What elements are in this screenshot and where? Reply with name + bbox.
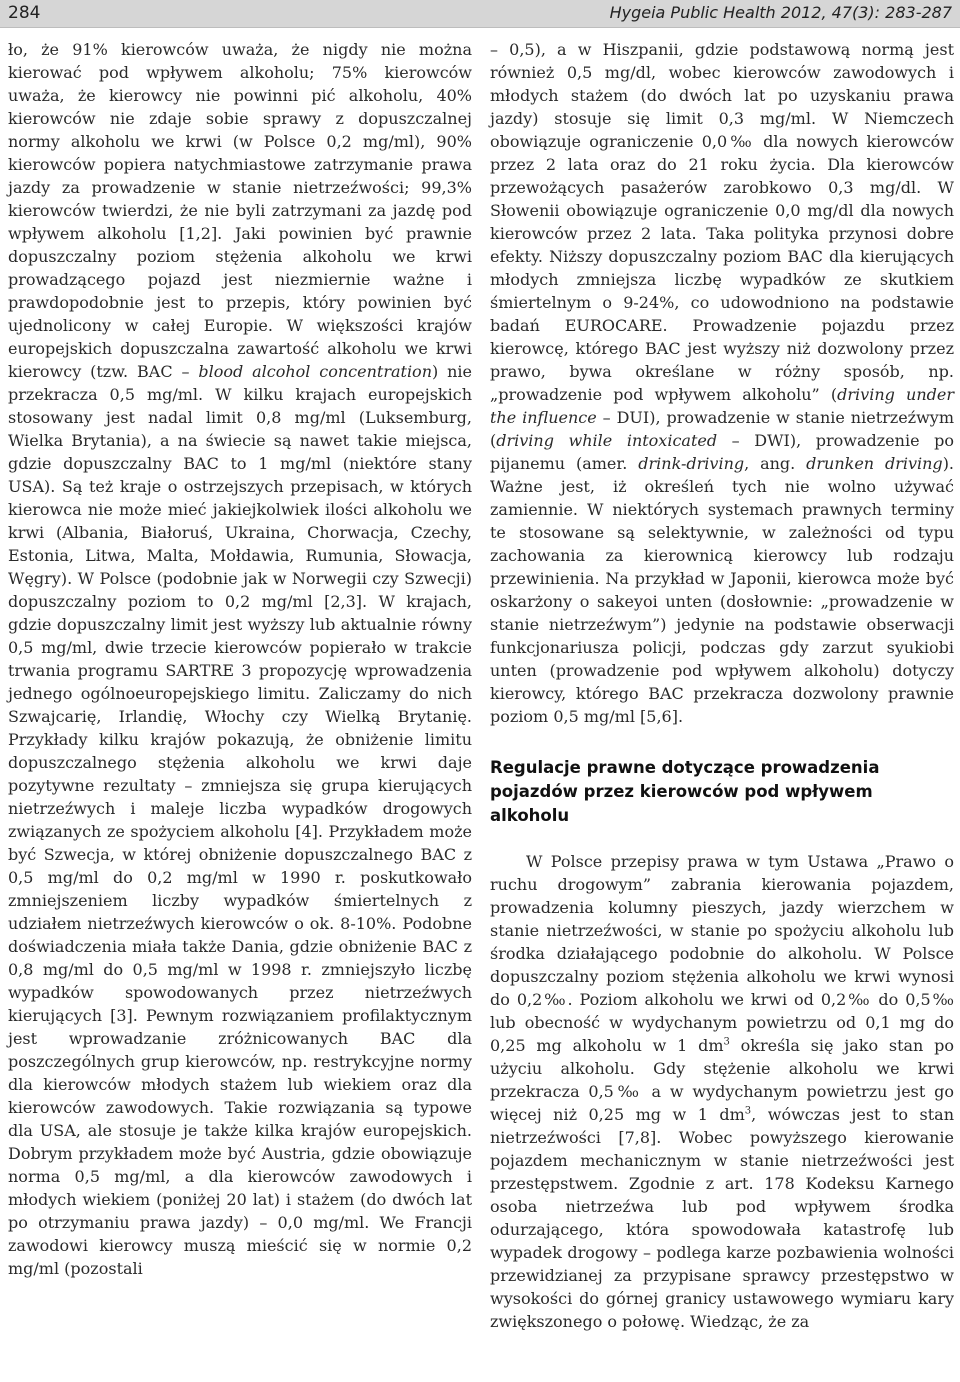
text-run: W Polsce przepisy prawa w tym Ustawa „Prawo o ruchu drogowym” zabrania kierowania pojazdem, prowadzenia kolumny pieszych, jazdy wierzchem w stanie nietrzeźwości, w stanie po spożyciu alkoholu lub środka działającego podobnie do alkoholu. W Polsce dopuszczalny poziom stężenia alkoholu we krwi wynosi do 0,2‰. Poziom alkoholu we krwi od 0,2‰ do 0,5‰ lub obecność w wydychanym powietrzu od 0,1 mg do 0,25 mg alkoholu w 1 dm [490,852,954,1055]
italic-term: drink-driving [638,454,745,473]
right-column [490,38,954,1333]
italic-term: driving while intoxicated [496,431,718,450]
text-run: ło, że 91% kierowców uważa, że nigdy nie można kierować pod wpływem alkoholu; 75% kierowców uważa, że kierowcy nie powinni pić alkoholu, 40% kierowców nie zdaje sobie sprawy z dopuszczalnej normy alkoholu we krwi (w Polsce 0,2 mg/ml), 90% kierowców popiera natychmiastowe zatrzymanie prawa jazdy za prowadzenie w stanie nietrzeźwości; 99,3% kierowców twierdzi, że nie byli zatrzymani za jazdę pod wpływem alkoholu [1,2]. Jaki powinien być prawnie dopuszczalny poziom stężenia alkoholu we krwi prowadzącego pojazd jest niezmiernie ważne i prawdopodobnie jest to przepis, który powinien być ujednolicony w całej Europie. W większości krajów europejskich dopuszczalna zawartość alkoholu we krwi kierowcy (tzw. BAC – [8,40,472,381]
text-run: – DWI), prowadzenie po pijanemu (amer. [490,431,954,473]
superscript: 3 [723,1036,730,1048]
text-run: ) nie przekracza 0,5 mg/ml. W kilku krajach europejskich stosowany jest nadal limit 0,8 mg/ml (Luksemburg, Wielka Brytania), a na świecie są nawet takie miejsca, gdzie dopuszczalny BAC to 1 mg/ml (niektóre stany USA). Są też kraje o ostrzejszych przepisach, w których kierowca nie może mieć jakiejkolwiek ilości alkoholu we krwi (Albania, Białoruś, Ukraina, Chorwacja, Czechy, Estonia, Litwa, Malta, Mołdawia, Rumunia, Słowacja, Węgry). W Polsce (podobnie jak w Norwegii czy Szwecji) dopuszczalny poziom to 0,2 mg/ml [2,3]. W krajach, gdzie dopuszczalny limit jest wyższy lub aktualnie równy 0,5 mg/ml, dwie trzecie kierowców popierało w trakcie trwania programu SARTRE 3 propozycję wprowadzenia jednego ogólnoeuropejskiego limitu. Zaliczamy do nich Szwajcarię, Irlandię, Włochy czy Wielką Brytanię. Przykłady kilku krajów pokazują, że obniżenie limitu dopuszczalnego stężenia alkoholu we krwi daje pozytywne rezultaty – zmniejsza się grupa kierujących nietrzeźwych i maleje liczba wypadków drogowych związanych ze spożyciem alkoholu [4]. Przykładem może być Szwecja, w której obniżenie dopuszczalnego BAC z 0,5 mg/ml do 0,2 mg/ml w 1990 r. poskutkowało zmniejszeniem liczby wypadków śmiertelnych z udziałem nietrzeźwych kierowców o ok. 8-10%. Podobne doświadczenia miała także Dania, gdzie obniżenie BAC z 0,8 mg/ml do 0,5 mg/ml w 1998 r. zmniejszyło liczbę wypadków spowodowanych przez nietrzeźwych kierujących [3]. Pewnym rozwiązaniem profilaktycznym jest wprowadzanie zróżnicowanych BAC dla poszczególnych grup kierowców, np. restrykcyjne normy dla kierowców młodych stażem lub wiekiem oraz dla kierowców zawodowych. Takie rozwiązania są typowe dla USA, ale stosuje je także kilka krajów europejskich. Dobrym przykładem może być Austria, gdzie obowiązuje norma 0,5 mg/ml, a dla kierowców zawodowych i młodych wiekiem (poniżej 20 lat) i stażem (do dwóch lat po otrzymaniu prawa jazdy) – 0,0 mg/ml. We Francji zawodowi kierowcy muszą mieścić się w normie 0,2 mg/ml (pozostali [8,362,473,1278]
running-header [0,0,960,28]
text-run: określa się jako stan po użyciu alkoholu. Gdy stężenie alkoholu we krwi przekracza 0,5‰ a w wydychanym powietrzu jest go więcej niż 0,25 mg w 1 dm [490,1036,954,1124]
left-column [8,38,472,1280]
text-run: ). Ważne jest, iż określeń tych nie wolno używać zamiennie. W niektórych systemach prawnych terminy te stosowane są selektywnie, w zależności od typu zachowania za kierownicą kierowcy lub rodzaju przewinienia. Na przykład w Japonii, kierowca może być oskarżony o sakeyoi unten (dosłownie: „prowadzenie w stanie nietrzeźwym”) jedynie na podstawie obserwacji funkcjonariusza policji, podczas gdy zarzut syukiobi unten (prowadzenie pod wpływem alkoholu) dotyczy kierowcy, którego BAC przekracza dozwolony prawnie poziom 0,5 mg/ml [5,6]. [490,454,955,726]
text-run: – DUI), prowadzenie w stanie nietrzeźwym ( [490,408,955,450]
journal-reference: Hygeia Public Health 2012, 47(3): 283-287 [609,3,952,22]
italic-term: drunken driving [806,454,943,473]
italic-term: driving under the influence [490,385,955,427]
section-heading: Regulacje prawne dotyczące prowadzenia pojazdów przez kierowców pod wpływem alkoholu [490,758,880,825]
text-run: – 0,5), a w Hiszpanii, gdzie podstawową normą jest również 0,5 mg/dl, wobec kierowców zawodowych i młodych stażem (do dwóch lat po uzyskaniu prawa jazdy) stosuje się limit 0,3 mg/ml. W Niemczech obowiązuje ograniczenie 0,0‰ dla nowych kierowców przez 2 lata oraz do 21 roku życia. Dla kierowców przewożących pasażerów zarobkowo 0,3 mg/dl. W Słowenii obowiązuje ograniczenie 0,0 mg/dl dla nowych kierowców przez 2 lata. Taka polityka przynosi dobre efekty. Niższy dopuszczalny poziom BAC dla kierujących młodych zmniejsza liczbę wypadków ze skutkiem śmiertelnym o 9-24%, co udowodniono na podstawie badań EUROCARE. Prowadzenie pojazdu przez kierowcę, którego BAC jest wyższy niż dozwolony przez prawo, bywa określane w różny sposób, np. „prowadzenie pod wpływem alkoholu” ( [490,40,954,404]
text-run: , wówczas jest to stan nietrzeźwości [7,8]. Wobec powyższego kierowanie pojazdem mechanicznym w stanie nietrzeźwości jest przestępstwem. Zgodnie z art. 178 Kodeksu Karnego osoba nietrzeźwa lub pod wpływem środka odurzającego, która spowodowała katastrofę lub wypadek drogowy – podlega karze pozbawienia wolności przewidzianej za przypisane sprawcy przestępstwo w wysokości do górnej granicy ustawowego wymiaru kary zwiększonego o połowę. Wiedząc, że za [490,1105,954,1331]
body-paragraph [490,38,954,728]
superscript: 3 [744,1105,752,1117]
page-number: 284 [8,3,41,23]
text-run: , ang. [744,454,807,473]
body-paragraph [490,850,954,1333]
italic-term: blood alcohol concentration [198,362,432,381]
body-paragraph [8,38,472,1280]
